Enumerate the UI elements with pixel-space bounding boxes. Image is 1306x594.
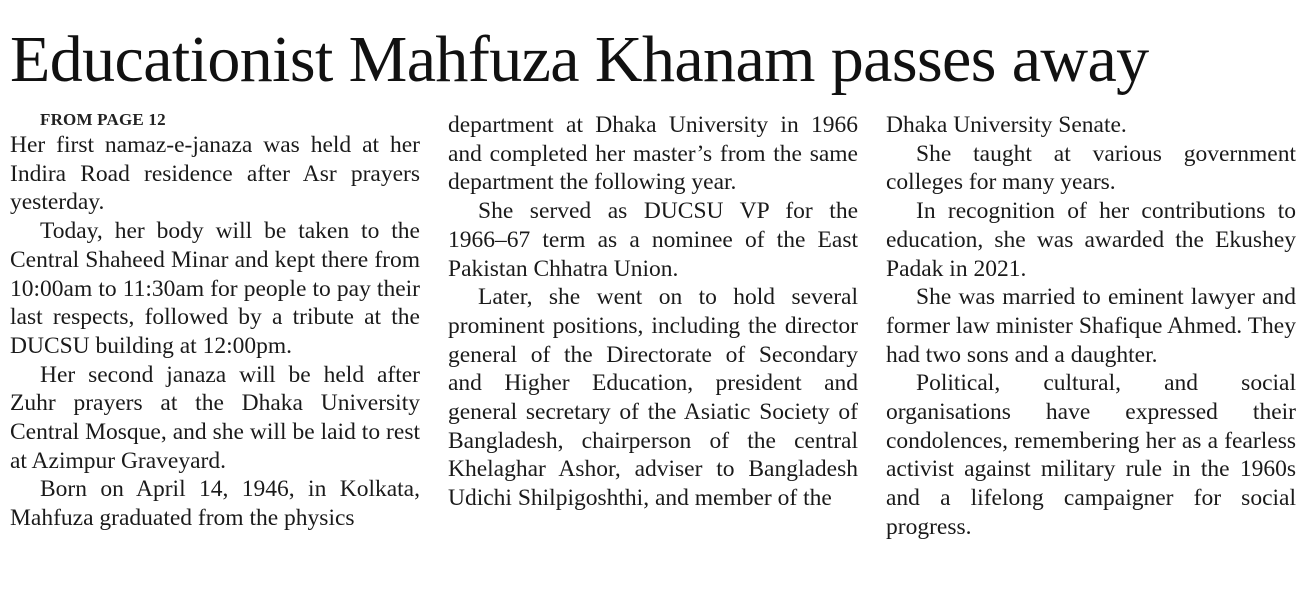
headline: Educationist Mahfuza Khanam passes away — [10, 23, 1149, 96]
body-paragraph: Her first namaz-e-janaza was held at her Indira Road residence after Asr prayers yesterday. — [10, 132, 420, 216]
body-paragraph: In recognition of her contributions to education, she was awarded the Ekushey Padak in 2021. — [886, 198, 1296, 282]
body-paragraph: She served as DUCSU VP for the 1966–67 term as a nominee of the East Pakistan Chhatra Union. — [448, 198, 858, 282]
body-paragraph: She taught at various government colleges for many years. — [886, 140, 1296, 196]
article-column-2 — [448, 111, 858, 513]
article-column-3 — [886, 111, 1296, 542]
body-paragraph: Later, she went on to hold several prominent positions, including the director general of the Directorate of Secondary and Higher Education, president and general secretary of the Asiatic Society of Bangladesh, chairperson of the central Khelaghar Ashor, adviser to Bangladesh Udichi Shilpigoshthi, and member of the — [448, 284, 858, 512]
body-paragraph: She was married to eminent lawyer and former law minister Shafique Ahmed. They had two sons and a daughter. — [886, 284, 1296, 368]
body-paragraph: Born on April 14, 1946, in Kolkata, Mahfuza graduated from the physics — [10, 476, 420, 532]
body-paragraph: department at Dhaka University in 1966 and completed her master’s from the same department the following year. — [448, 112, 858, 196]
body-paragraph: Dhaka University Senate. — [886, 112, 1127, 138]
article-column-1 — [10, 111, 420, 533]
body-paragraph: Her second janaza will be held after Zuhr prayers at the Dhaka University Central Mosque, and she will be laid to rest at Azimpur Graveyard. — [10, 361, 420, 474]
body-paragraph: Political, cultural, and social organisations have expressed their condolences, remembering her as a fearless activist against military rule in the 1960s and a lifelong campaigner for social progress. — [886, 370, 1296, 540]
continued-from-label: FROM PAGE 12 — [40, 110, 166, 129]
body-paragraph: Today, her body will be taken to the Central Shaheed Minar and kept there from 10:00am to 11:30am for people to pay their last respects, followed by a tribute at the DUCSU building at 12:00pm. — [10, 218, 420, 359]
